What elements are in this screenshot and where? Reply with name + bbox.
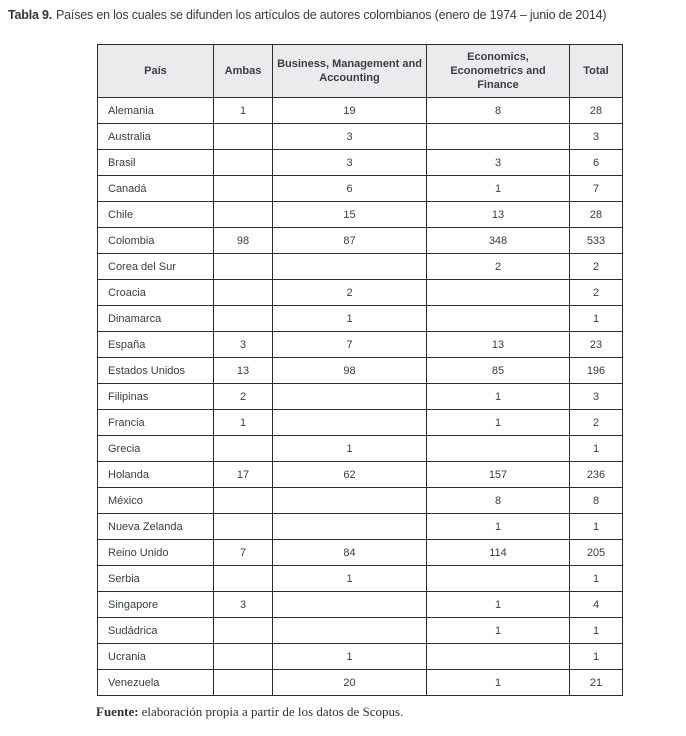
value-cell: 28 [570, 98, 623, 124]
value-cell [214, 514, 273, 540]
value-cell: 1 [427, 670, 570, 696]
table-row [98, 332, 623, 358]
value-cell: 84 [273, 540, 427, 566]
table-row [98, 98, 623, 124]
value-cell [214, 254, 273, 280]
value-cell [273, 592, 427, 618]
table-row [98, 280, 623, 306]
value-cell: 62 [273, 462, 427, 488]
value-cell: 3 [273, 124, 427, 150]
table-row [98, 540, 623, 566]
value-cell: 7 [214, 540, 273, 566]
value-cell: 87 [273, 228, 427, 254]
value-cell [273, 618, 427, 644]
value-cell: 85 [427, 358, 570, 384]
table-row [98, 202, 623, 228]
col-header-economics: Economics, Econometrics and Finance [427, 45, 570, 98]
country-cell: Venezuela [98, 670, 214, 696]
value-cell: 533 [570, 228, 623, 254]
value-cell [214, 150, 273, 176]
table-row [98, 306, 623, 332]
table-row [98, 176, 623, 202]
value-cell [427, 280, 570, 306]
col-header-total: Total [570, 45, 623, 98]
table-row [98, 384, 623, 410]
value-cell: 13 [214, 358, 273, 384]
country-cell: Estados Unidos [98, 358, 214, 384]
value-cell: 1 [427, 618, 570, 644]
value-cell: 1 [570, 644, 623, 670]
value-cell: 3 [427, 150, 570, 176]
value-cell: 1 [273, 566, 427, 592]
source-note-text: elaboración propia a partir de los datos de Scopus. [141, 704, 404, 719]
value-cell [273, 384, 427, 410]
value-cell: 13 [427, 202, 570, 228]
value-cell: 205 [570, 540, 623, 566]
value-cell: 8 [427, 488, 570, 514]
country-cell: Colombia [98, 228, 214, 254]
value-cell: 28 [570, 202, 623, 228]
value-cell: 3 [570, 384, 623, 410]
value-cell: 4 [570, 592, 623, 618]
value-cell: 23 [570, 332, 623, 358]
value-cell: 7 [570, 176, 623, 202]
country-cell: Francia [98, 410, 214, 436]
value-cell [214, 670, 273, 696]
value-cell: 1 [273, 644, 427, 670]
col-header-pais: País [98, 45, 214, 98]
col-header-business: Business, Management and Accounting [273, 45, 427, 98]
value-cell: 1 [214, 98, 273, 124]
country-cell: Chile [98, 202, 214, 228]
value-cell: 2 [273, 280, 427, 306]
value-cell: 1 [427, 410, 570, 436]
value-cell: 3 [214, 592, 273, 618]
table-row [98, 618, 623, 644]
country-cell: Reino Unido [98, 540, 214, 566]
value-cell: 3 [273, 150, 427, 176]
value-cell [214, 618, 273, 644]
value-cell: 17 [214, 462, 273, 488]
table-row [98, 124, 623, 150]
country-cell: Serbia [98, 566, 214, 592]
value-cell: 2 [570, 254, 623, 280]
value-cell: 157 [427, 462, 570, 488]
value-cell: 1 [570, 436, 623, 462]
value-cell: 3 [570, 124, 623, 150]
value-cell: 3 [214, 332, 273, 358]
value-cell: 2 [214, 384, 273, 410]
table-caption-text: Países en los cuales se difunden los artículos de autores colombianos (enero de 1974 – junio de 2014) [56, 8, 607, 22]
value-cell [214, 306, 273, 332]
value-cell [214, 566, 273, 592]
value-cell [427, 306, 570, 332]
value-cell: 196 [570, 358, 623, 384]
value-cell: 8 [427, 98, 570, 124]
country-cell: Dinamarca [98, 306, 214, 332]
table-body [98, 98, 623, 696]
country-cell: Holanda [98, 462, 214, 488]
table-row [98, 150, 623, 176]
value-cell: 1 [214, 410, 273, 436]
table-row [98, 462, 623, 488]
table-row [98, 566, 623, 592]
value-cell: 98 [214, 228, 273, 254]
value-cell: 2 [570, 410, 623, 436]
value-cell: 348 [427, 228, 570, 254]
country-cell: Croacia [98, 280, 214, 306]
header-row [98, 45, 623, 98]
country-cell: Canadá [98, 176, 214, 202]
value-cell: 6 [273, 176, 427, 202]
country-cell: Filipinas [98, 384, 214, 410]
value-cell [427, 566, 570, 592]
countries-table [97, 44, 623, 696]
value-cell: 8 [570, 488, 623, 514]
value-cell: 21 [570, 670, 623, 696]
value-cell: 13 [427, 332, 570, 358]
table-row [98, 254, 623, 280]
value-cell: 2 [570, 280, 623, 306]
value-cell: 2 [427, 254, 570, 280]
value-cell [427, 124, 570, 150]
col-header-ambas: Ambas [214, 45, 273, 98]
table-caption-label: Tabla 9. [8, 8, 53, 22]
value-cell [214, 202, 273, 228]
value-cell [427, 644, 570, 670]
value-cell [214, 280, 273, 306]
country-cell: Brasil [98, 150, 214, 176]
value-cell: 6 [570, 150, 623, 176]
value-cell: 1 [273, 306, 427, 332]
country-cell: Ucrania [98, 644, 214, 670]
table-row [98, 488, 623, 514]
country-cell: Alemania [98, 98, 214, 124]
value-cell: 236 [570, 462, 623, 488]
value-cell: 1 [570, 514, 623, 540]
table-caption [8, 8, 606, 22]
value-cell: 1 [427, 176, 570, 202]
source-note-label: Fuente: [96, 704, 139, 719]
value-cell: 20 [273, 670, 427, 696]
value-cell [214, 124, 273, 150]
country-cell: Nueva Zelanda [98, 514, 214, 540]
value-cell: 1 [427, 514, 570, 540]
value-cell [273, 488, 427, 514]
table-row [98, 228, 623, 254]
table-row [98, 592, 623, 618]
table-row [98, 436, 623, 462]
table-row [98, 358, 623, 384]
value-cell [273, 254, 427, 280]
value-cell [273, 410, 427, 436]
value-cell [214, 488, 273, 514]
source-note [96, 704, 403, 720]
value-cell: 98 [273, 358, 427, 384]
value-cell [427, 436, 570, 462]
country-cell: Sudádrica [98, 618, 214, 644]
table-row [98, 670, 623, 696]
value-cell [273, 514, 427, 540]
value-cell: 114 [427, 540, 570, 566]
value-cell [214, 644, 273, 670]
value-cell [214, 436, 273, 462]
table-row [98, 644, 623, 670]
value-cell: 1 [427, 592, 570, 618]
value-cell [214, 176, 273, 202]
table-row [98, 410, 623, 436]
value-cell: 1 [273, 436, 427, 462]
country-cell: Singapore [98, 592, 214, 618]
country-cell: España [98, 332, 214, 358]
value-cell: 19 [273, 98, 427, 124]
value-cell: 1 [570, 618, 623, 644]
country-cell: México [98, 488, 214, 514]
value-cell: 15 [273, 202, 427, 228]
country-cell: Corea del Sur [98, 254, 214, 280]
country-cell: Australia [98, 124, 214, 150]
table-row [98, 514, 623, 540]
value-cell: 7 [273, 332, 427, 358]
value-cell: 1 [570, 566, 623, 592]
country-cell: Grecia [98, 436, 214, 462]
value-cell: 1 [427, 384, 570, 410]
value-cell: 1 [570, 306, 623, 332]
